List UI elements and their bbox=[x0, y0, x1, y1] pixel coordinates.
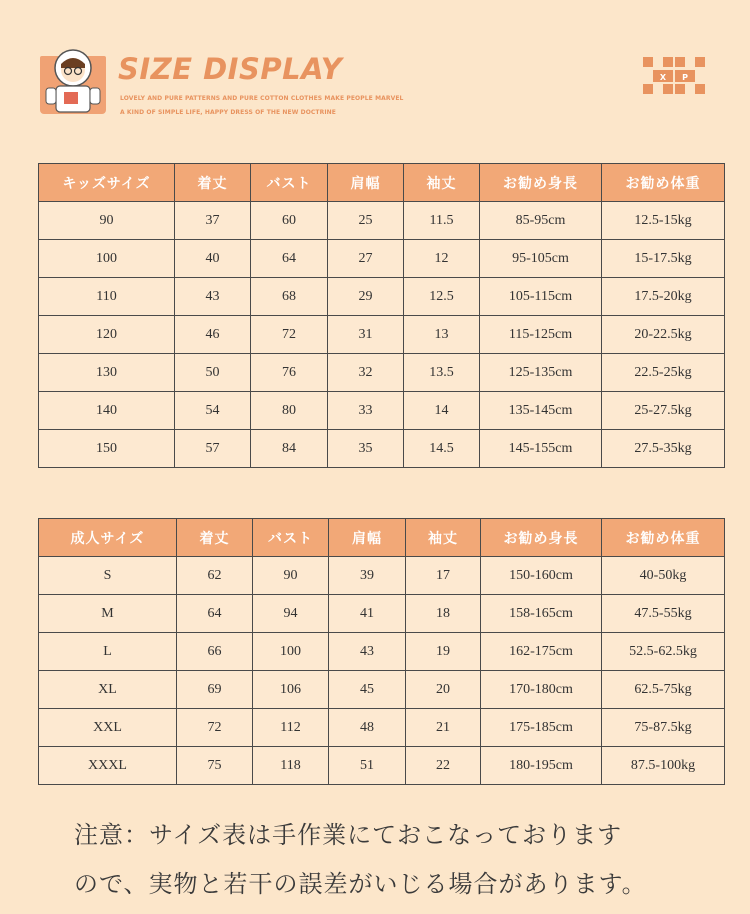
table-cell: 12.5 bbox=[404, 278, 480, 316]
table-cell: XL bbox=[39, 671, 177, 709]
table-cell: 150-160cm bbox=[481, 557, 602, 595]
table-cell: 66 bbox=[177, 633, 253, 671]
table-cell: 17 bbox=[406, 557, 481, 595]
table-cell: 52.5-62.5kg bbox=[602, 633, 725, 671]
table-cell: 19 bbox=[406, 633, 481, 671]
table-cell: 162-175cm bbox=[481, 633, 602, 671]
table-cell: 175-185cm bbox=[481, 709, 602, 747]
table-cell: 150 bbox=[39, 430, 175, 468]
table-cell: 62.5-75kg bbox=[602, 671, 725, 709]
table-cell: 27 bbox=[328, 240, 404, 278]
table-cell: 54 bbox=[175, 392, 251, 430]
header-cell: お勧め体重 bbox=[602, 519, 725, 557]
table-cell: 145-155cm bbox=[480, 430, 602, 468]
table-cell: 75 bbox=[177, 747, 253, 785]
checker-badge-icon bbox=[643, 57, 705, 94]
table-cell: 40-50kg bbox=[602, 557, 725, 595]
table-cell: XXL bbox=[39, 709, 177, 747]
table-row bbox=[39, 202, 725, 240]
table-cell: 170-180cm bbox=[481, 671, 602, 709]
header-cell: 着丈 bbox=[175, 164, 251, 202]
table-cell: 35 bbox=[328, 430, 404, 468]
table-cell: 64 bbox=[177, 595, 253, 633]
header-cell: お勧め体重 bbox=[602, 164, 725, 202]
table-row bbox=[39, 747, 725, 785]
header-cell: 着丈 bbox=[177, 519, 253, 557]
table-cell: 13.5 bbox=[404, 354, 480, 392]
table-row bbox=[39, 595, 725, 633]
table-cell: 68 bbox=[251, 278, 328, 316]
table-cell: 80 bbox=[251, 392, 328, 430]
subtitle-line-2: A KIND OF SIMPLE LIFE, HAPPY DRESS OF THE NEW DOCTRINE bbox=[120, 109, 336, 116]
table-cell: 140 bbox=[39, 392, 175, 430]
table-cell: 125-135cm bbox=[480, 354, 602, 392]
table-cell: 69 bbox=[177, 671, 253, 709]
table-cell: 62 bbox=[177, 557, 253, 595]
table-cell: M bbox=[39, 595, 177, 633]
table-cell: 25 bbox=[328, 202, 404, 240]
table-cell: 33 bbox=[328, 392, 404, 430]
header-cell: バスト bbox=[251, 164, 328, 202]
table-cell: 12 bbox=[404, 240, 480, 278]
table-cell: 27.5-35kg bbox=[602, 430, 725, 468]
table-cell: 47.5-55kg bbox=[602, 595, 725, 633]
table-cell: 43 bbox=[329, 633, 406, 671]
table-cell: 75-87.5kg bbox=[602, 709, 725, 747]
table-cell: 22.5-25kg bbox=[602, 354, 725, 392]
table-cell: 72 bbox=[177, 709, 253, 747]
page-title: SIZE DISPLAY bbox=[118, 52, 343, 86]
table-cell: XXXL bbox=[39, 747, 177, 785]
table-cell: 115-125cm bbox=[480, 316, 602, 354]
table-cell: 72 bbox=[251, 316, 328, 354]
kids-size-table bbox=[38, 163, 725, 468]
header bbox=[0, 0, 750, 140]
table-cell: 48 bbox=[329, 709, 406, 747]
note-line-2: ので、実物と若干の誤差がいじる場合があります。 bbox=[74, 872, 647, 898]
table-cell: 21 bbox=[406, 709, 481, 747]
table-cell: 158-165cm bbox=[481, 595, 602, 633]
table-row bbox=[39, 354, 725, 392]
table-row bbox=[39, 671, 725, 709]
header-cell: 袖丈 bbox=[404, 164, 480, 202]
table-cell: 118 bbox=[253, 747, 329, 785]
badge-letter-p: P bbox=[682, 73, 688, 82]
table-cell: L bbox=[39, 633, 177, 671]
table-cell: 41 bbox=[329, 595, 406, 633]
table-cell: 87.5-100kg bbox=[602, 747, 725, 785]
header-cell: 成人サイズ bbox=[39, 519, 177, 557]
table-header-row bbox=[39, 164, 725, 202]
subtitle-line-1: LOVELY AND PURE PATTERNS AND PURE COTTON CLOTHES MAKE PEOPLE MARVEL bbox=[120, 95, 404, 102]
table-cell: 120 bbox=[39, 316, 175, 354]
table-cell: 32 bbox=[328, 354, 404, 392]
table-row bbox=[39, 392, 725, 430]
table-cell: 180-195cm bbox=[481, 747, 602, 785]
header-cell: 肩幅 bbox=[329, 519, 406, 557]
table-cell: 20 bbox=[406, 671, 481, 709]
table-cell: 12.5-15kg bbox=[602, 202, 725, 240]
header-cell: お勧め身長 bbox=[480, 164, 602, 202]
table-cell: 50 bbox=[175, 354, 251, 392]
table-cell: 112 bbox=[253, 709, 329, 747]
table-cell: 105-115cm bbox=[480, 278, 602, 316]
table-cell: S bbox=[39, 557, 177, 595]
astronaut-logo-icon bbox=[40, 42, 106, 114]
table-cell: 14.5 bbox=[404, 430, 480, 468]
table-cell: 37 bbox=[175, 202, 251, 240]
badge-letter-x: X bbox=[659, 73, 667, 82]
table-cell: 43 bbox=[175, 278, 251, 316]
table-cell: 64 bbox=[251, 240, 328, 278]
header-cell: 袖丈 bbox=[406, 519, 481, 557]
table-cell: 20-22.5kg bbox=[602, 316, 725, 354]
table-header-row bbox=[39, 519, 725, 557]
table-cell: 135-145cm bbox=[480, 392, 602, 430]
table-row bbox=[39, 240, 725, 278]
table-cell: 100 bbox=[253, 633, 329, 671]
table-cell: 25-27.5kg bbox=[602, 392, 725, 430]
table-row bbox=[39, 278, 725, 316]
header-cell: お勧め身長 bbox=[481, 519, 602, 557]
table-cell: 90 bbox=[39, 202, 175, 240]
table-cell: 90 bbox=[253, 557, 329, 595]
table-cell: 94 bbox=[253, 595, 329, 633]
table-cell: 84 bbox=[251, 430, 328, 468]
table-cell: 22 bbox=[406, 747, 481, 785]
table-cell: 17.5-20kg bbox=[602, 278, 725, 316]
table-cell: 39 bbox=[329, 557, 406, 595]
table-cell: 14 bbox=[404, 392, 480, 430]
table-cell: 40 bbox=[175, 240, 251, 278]
adult-size-table bbox=[38, 518, 725, 785]
table-cell: 100 bbox=[39, 240, 175, 278]
table-cell: 51 bbox=[329, 747, 406, 785]
table-cell: 57 bbox=[175, 430, 251, 468]
table-cell: 13 bbox=[404, 316, 480, 354]
note-line-1: 注意：サイズ表は手作業にておこなっております bbox=[74, 823, 623, 849]
table-row bbox=[39, 430, 725, 468]
table-cell: 29 bbox=[328, 278, 404, 316]
table-cell: 95-105cm bbox=[480, 240, 602, 278]
table-cell: 76 bbox=[251, 354, 328, 392]
table-cell: 110 bbox=[39, 278, 175, 316]
header-cell: 肩幅 bbox=[328, 164, 404, 202]
table-cell: 45 bbox=[329, 671, 406, 709]
table-cell: 85-95cm bbox=[480, 202, 602, 240]
header-cell: キッズサイズ bbox=[39, 164, 175, 202]
table-row bbox=[39, 633, 725, 671]
header-cell: バスト bbox=[253, 519, 329, 557]
table-cell: 106 bbox=[253, 671, 329, 709]
table-cell: 11.5 bbox=[404, 202, 480, 240]
table-cell: 60 bbox=[251, 202, 328, 240]
table-row bbox=[39, 557, 725, 595]
table-row bbox=[39, 316, 725, 354]
table-cell: 15-17.5kg bbox=[602, 240, 725, 278]
table-cell: 46 bbox=[175, 316, 251, 354]
table-cell: 130 bbox=[39, 354, 175, 392]
table-cell: 31 bbox=[328, 316, 404, 354]
table-cell: 18 bbox=[406, 595, 481, 633]
table-row bbox=[39, 709, 725, 747]
